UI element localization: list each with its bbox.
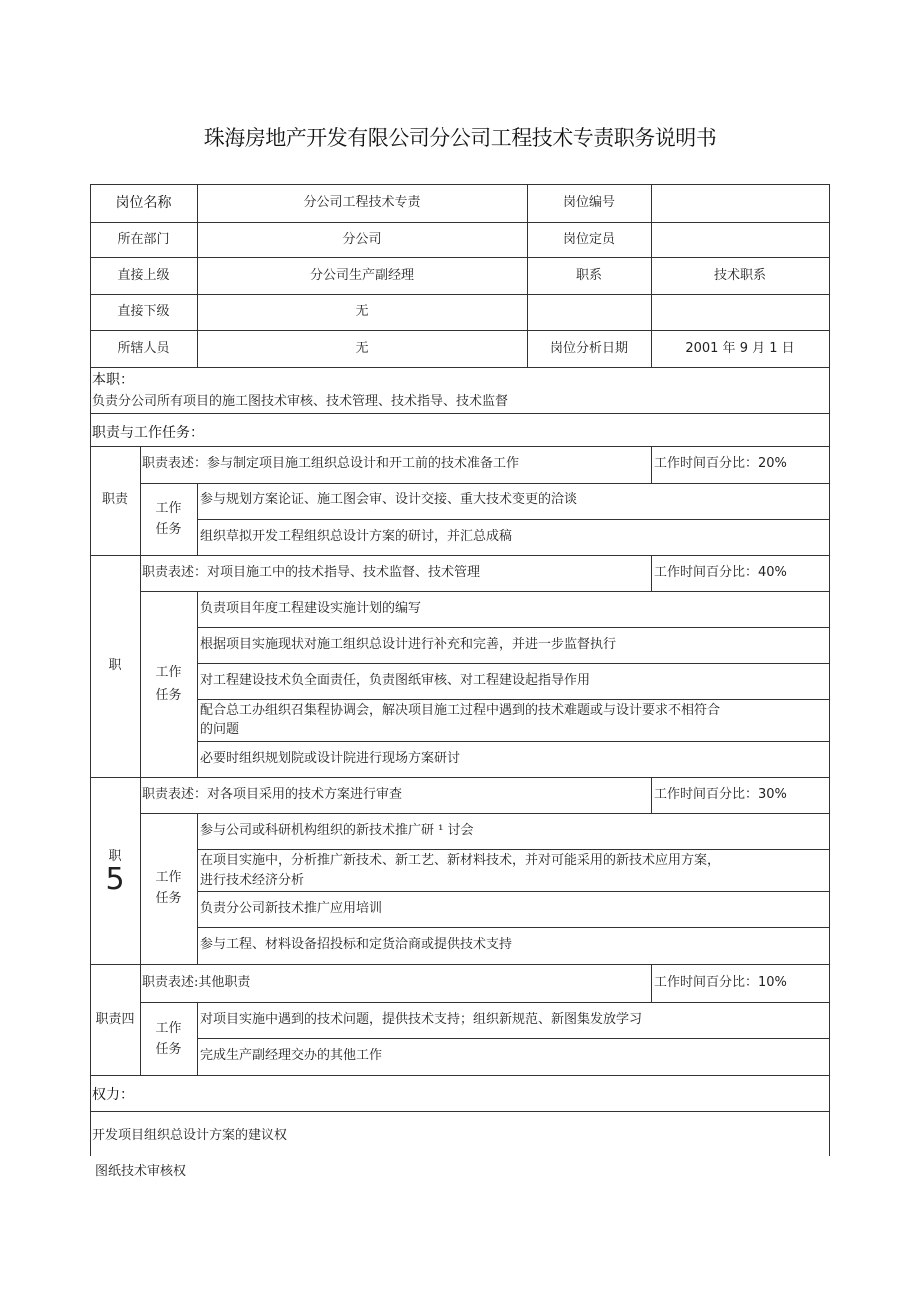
grid-line [90, 555, 830, 556]
department-value: 分公司 [342, 232, 382, 247]
grid-line [197, 741, 830, 742]
grid-line [90, 330, 830, 331]
grid-line [829, 184, 830, 1156]
duty-4-description: 职责表述:其他职责 [142, 975, 251, 990]
grid-line [197, 627, 830, 628]
grid-line [140, 813, 830, 814]
subordinate-label: 直接下级 [117, 304, 170, 319]
grid-line [90, 1075, 830, 1076]
duty-2-task: 的问题 [200, 722, 240, 737]
duty-3-tasks-label: 工作 [155, 870, 182, 885]
duty-2-task: 对工程建设技术负全面责任，负责图纸审核、对工程建设起指导作用 [200, 673, 591, 688]
duty-1-task: 参与规划方案论证、施工图会审、设计交接、重大技术变更的洽谈 [200, 492, 578, 507]
duty-2-task: 配合总工办组织召集程协调会，解决项目施工过程中遇到的技术难题或与设计要求不相符合 [200, 703, 721, 718]
grid-line [197, 813, 198, 964]
duty-2-tasks-label: 工作 [155, 665, 182, 680]
grid-line [140, 483, 830, 484]
duty-4-task: 完成生产副经理交办的其他工作 [200, 1048, 383, 1063]
duty-2-task: 必要时组织规划院或设计院进行现场方案研讨 [200, 751, 461, 766]
duty-3-task: 在项目实施中，分析推广新技术、新工艺、新材料技术，并对可能采用的新技术应用方案， [200, 853, 721, 868]
duty-1-task: 组织草拟开发工程组织总设计方案的研讨，并汇总成稿 [200, 529, 513, 544]
position-name-value: 分公司工程技术专责 [303, 195, 421, 210]
position-name-label: 岗位名称 [115, 195, 172, 211]
grid-line [90, 184, 830, 185]
duty-3-number: 5 [105, 862, 125, 897]
grid-line [197, 1002, 198, 1075]
summary-heading: 本职： [92, 372, 134, 388]
duty-4-tasks-label: 工作 [155, 1021, 182, 1036]
duty-3-percent: 工作时间百分比：30% [654, 787, 787, 802]
grid-line [140, 1002, 830, 1003]
duty-3-label: 职 [108, 849, 122, 864]
duty-3-task: 参与工程、材料设备招投标和定货洽商或提供技术支持 [200, 937, 513, 952]
grid-line [197, 891, 830, 892]
duty-4-task: 对项目实施中遇到的技术问题，提供技术支持；组织新规范、新图集发放学习 [200, 1012, 643, 1027]
job-family-label: 职系 [575, 268, 602, 283]
duty-2-task: 根据项目实施现状对施工组织总设计进行补充和完善，并进一步监督执行 [200, 637, 617, 652]
superior-value: 分公司生产副经理 [309, 268, 414, 283]
duty-3-task: 参与公司或科研机构组织的新技术推广研 ¹ 讨会 [200, 823, 474, 838]
grid-line [90, 1111, 830, 1112]
grid-line [651, 555, 652, 591]
headcount-label: 岗位定员 [562, 232, 615, 247]
department-label: 所在部门 [117, 232, 170, 247]
duty-1-description: 职责表述：参与制定项目施工组织总设计和开工前的技术准备工作 [142, 456, 520, 471]
grid-line [197, 519, 830, 520]
grid-line [197, 927, 830, 928]
grid-line [197, 849, 830, 850]
duty-1-label: 职责 [101, 492, 128, 507]
staff-value: 无 [355, 341, 369, 356]
duty-1-tasks-label: 工作 [155, 501, 182, 516]
grid-line [197, 663, 830, 664]
grid-line [197, 1038, 830, 1039]
authority-heading: 权力： [92, 1087, 134, 1103]
duty-3-description: 职责表述：对各项目采用的技术方案进行审查 [142, 787, 403, 802]
analysis-date-label: 岗位分析日期 [549, 341, 628, 356]
grid-line [651, 777, 652, 813]
grid-line [90, 777, 830, 778]
grid-line [90, 446, 830, 447]
duty-4-percent: 工作时间百分比：10% [654, 975, 787, 990]
grid-line [197, 591, 198, 777]
grid-line [197, 483, 198, 555]
duties-heading: 职责与工作任务： [92, 425, 204, 441]
duty-3-task: 负责分公司新技术推广应用培训 [200, 901, 383, 916]
duty-2-description: 职责表述：对项目施工中的技术指导、技术监督、技术管理 [142, 565, 481, 580]
authority-item: 开发项目组织总设计方案的建议权 [92, 1128, 288, 1143]
duty-2-percent: 工作时间百分比：40% [654, 565, 787, 580]
grid-line [651, 446, 652, 483]
staff-label: 所辖人员 [117, 341, 170, 356]
grid-line [90, 257, 830, 258]
analysis-date-value: 2001 年 9 月 1 日 [685, 341, 795, 356]
grid-line [140, 446, 141, 1075]
grid-line [651, 964, 652, 1002]
summary-text: 负责分公司所有项目的施工图技术审核、技术管理、技术指导、技术监督 [92, 394, 509, 409]
grid-line [197, 699, 830, 700]
position-code-label: 岗位编号 [562, 195, 615, 210]
duty-2-label: 职 [108, 658, 122, 673]
grid-line [140, 591, 830, 592]
duty-1-tasks-label: 任务 [155, 522, 182, 537]
duty-3-tasks-label: 任务 [155, 891, 182, 906]
grid-line [90, 964, 830, 965]
job-description-table [90, 184, 830, 1156]
duty-2-task: 负责项目年度工程建设实施计划的编写 [200, 601, 422, 616]
grid-line [90, 222, 830, 223]
grid-line [90, 413, 830, 414]
superior-label: 直接上级 [117, 268, 170, 283]
duty-4-tasks-label: 任务 [155, 1042, 182, 1057]
grid-line [90, 294, 830, 295]
authority-item: 图纸技术审核权 [95, 1164, 187, 1179]
job-family-value: 技术职系 [713, 268, 766, 283]
duty-2-tasks-label: 任务 [155, 688, 182, 703]
duty-1-percent: 工作时间百分比：20% [654, 456, 787, 471]
document-title: 珠海房地产开发有限公司分公司工程技术专责职务说明书 [203, 126, 717, 150]
grid-line [90, 367, 830, 368]
duty-3-task: 进行技术经济分析 [200, 873, 305, 888]
subordinate-value: 无 [355, 304, 369, 319]
duty-4-label: 职责四 [95, 1012, 135, 1027]
